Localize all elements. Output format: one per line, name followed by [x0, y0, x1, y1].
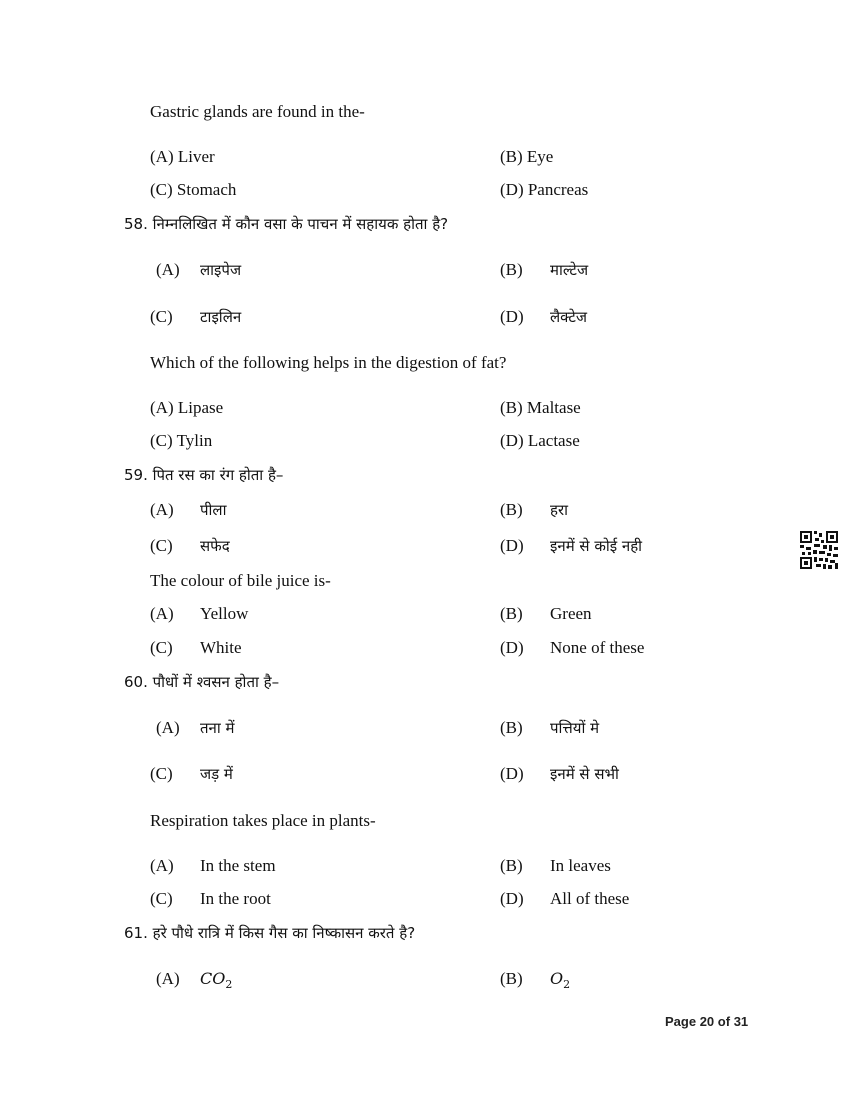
q60-hi-option-d: इनमें से सभी	[550, 765, 619, 783]
q59-en-letter-d: (D)	[500, 638, 524, 657]
q60-question-en: Respiration takes place in plants-	[150, 811, 376, 830]
q60-en-option-d: All of these	[550, 889, 630, 908]
q59-hi-letter-a: (A)	[150, 500, 174, 519]
q57-option-b: (B) Eye	[500, 147, 554, 166]
q59-en-letter-c: (C)	[150, 638, 173, 657]
q58-question-hi: 58. निम्नलिखित में कौन वसा के पाचन में सहायक होता है?	[124, 215, 449, 233]
q61-letter-a: (A)	[156, 969, 180, 988]
q59-hi-letter-b: (B)	[500, 500, 523, 519]
q58-option-a: (A) Lipase	[150, 398, 224, 417]
q59-en-option-b: Green	[550, 604, 592, 623]
q58-option-b: (B) Maltase	[500, 398, 581, 417]
q57-option-c: (C) Stomach	[150, 180, 237, 199]
q58-hi-letter-c: (C)	[150, 307, 173, 326]
q60-en-letter-d: (D)	[500, 889, 524, 908]
q59-question-en: The colour of bile juice is-	[150, 571, 331, 590]
q60-hi-option-c: जड़ में	[200, 765, 233, 783]
q59-hi-option-b: हरा	[550, 501, 568, 519]
q60-hi-letter-b: (B)	[500, 718, 523, 737]
q58-option-c: (C) Tylin	[150, 431, 213, 450]
q57-option-d: (D) Pancreas	[500, 180, 589, 199]
q60-en-option-b: In leaves	[550, 856, 611, 875]
q61-option-b-formula: O	[550, 969, 564, 988]
q58-option-d: (D) Lactase	[500, 431, 580, 450]
q61-option-b-subscript: 2	[563, 978, 571, 992]
q60-question-hi: 60. पौधों में श्वसन होता है–	[124, 673, 280, 691]
q59-question-hi: 59. पित रस का रंग होता है–	[124, 466, 284, 484]
q61-option-a-formula: CO	[200, 969, 226, 988]
q60-hi-letter-a: (A)	[156, 718, 180, 737]
q59-en-option-a: Yellow	[200, 604, 249, 623]
q59-hi-option-c: सफेद	[200, 537, 230, 555]
q58-hi-letter-b: (B)	[500, 260, 523, 279]
footer-page-number: 20	[699, 1014, 715, 1029]
footer-total-pages: 31	[733, 1014, 749, 1029]
q58-hi-letter-d: (D)	[500, 307, 524, 326]
q58-hi-option-d: लैक्टेज	[550, 308, 588, 326]
q61-letter-b: (B)	[500, 969, 523, 988]
q61-option-a	[200, 969, 232, 995]
q59-en-letter-b: (B)	[500, 604, 523, 623]
q58-hi-option-b: माल्टेज	[550, 261, 589, 279]
q58-hi-option-c: टाइलिन	[200, 308, 242, 326]
footer-page-label: Page	[665, 1014, 697, 1029]
q60-en-option-a: In the stem	[200, 856, 276, 875]
q59-hi-letter-c: (C)	[150, 536, 173, 555]
q60-en-letter-c: (C)	[150, 889, 173, 908]
q60-en-option-c: In the root	[200, 889, 271, 908]
q58-question-en: Which of the following helps in the digestion of fat?	[150, 353, 507, 372]
q60-hi-option-b: पत्तियों मे	[550, 719, 600, 737]
q59-hi-option-d: इनमें से कोई नही	[550, 537, 643, 555]
q60-hi-letter-c: (C)	[150, 764, 173, 783]
q57-option-a: (A) Liver	[150, 147, 215, 166]
q58-hi-option-a: लाइपेज	[200, 261, 242, 279]
q57-question-en: Gastric glands are found in the-	[150, 102, 365, 121]
q60-hi-option-a: तना में	[200, 719, 235, 737]
footer-of-label: of	[717, 1014, 731, 1029]
q59-en-letter-a: (A)	[150, 604, 174, 623]
q61-option-a-subscript: 2	[225, 978, 233, 992]
q60-en-letter-b: (B)	[500, 856, 523, 875]
q61-option-b	[550, 969, 570, 995]
q59-hi-letter-d: (D)	[500, 536, 524, 555]
q61-question-hi: 61. हरे पौधे रात्रि में किस गैस का निष्कासन करते है?	[124, 924, 416, 942]
q59-en-option-d: None of these	[550, 638, 645, 657]
q60-en-letter-a: (A)	[150, 856, 174, 875]
page-footer	[665, 1014, 748, 1029]
q60-hi-letter-d: (D)	[500, 764, 524, 783]
q58-hi-letter-a: (A)	[156, 260, 180, 279]
q59-en-option-c: White	[200, 638, 242, 657]
q59-hi-option-a: पीला	[200, 501, 227, 519]
qr-code-icon	[799, 530, 839, 570]
